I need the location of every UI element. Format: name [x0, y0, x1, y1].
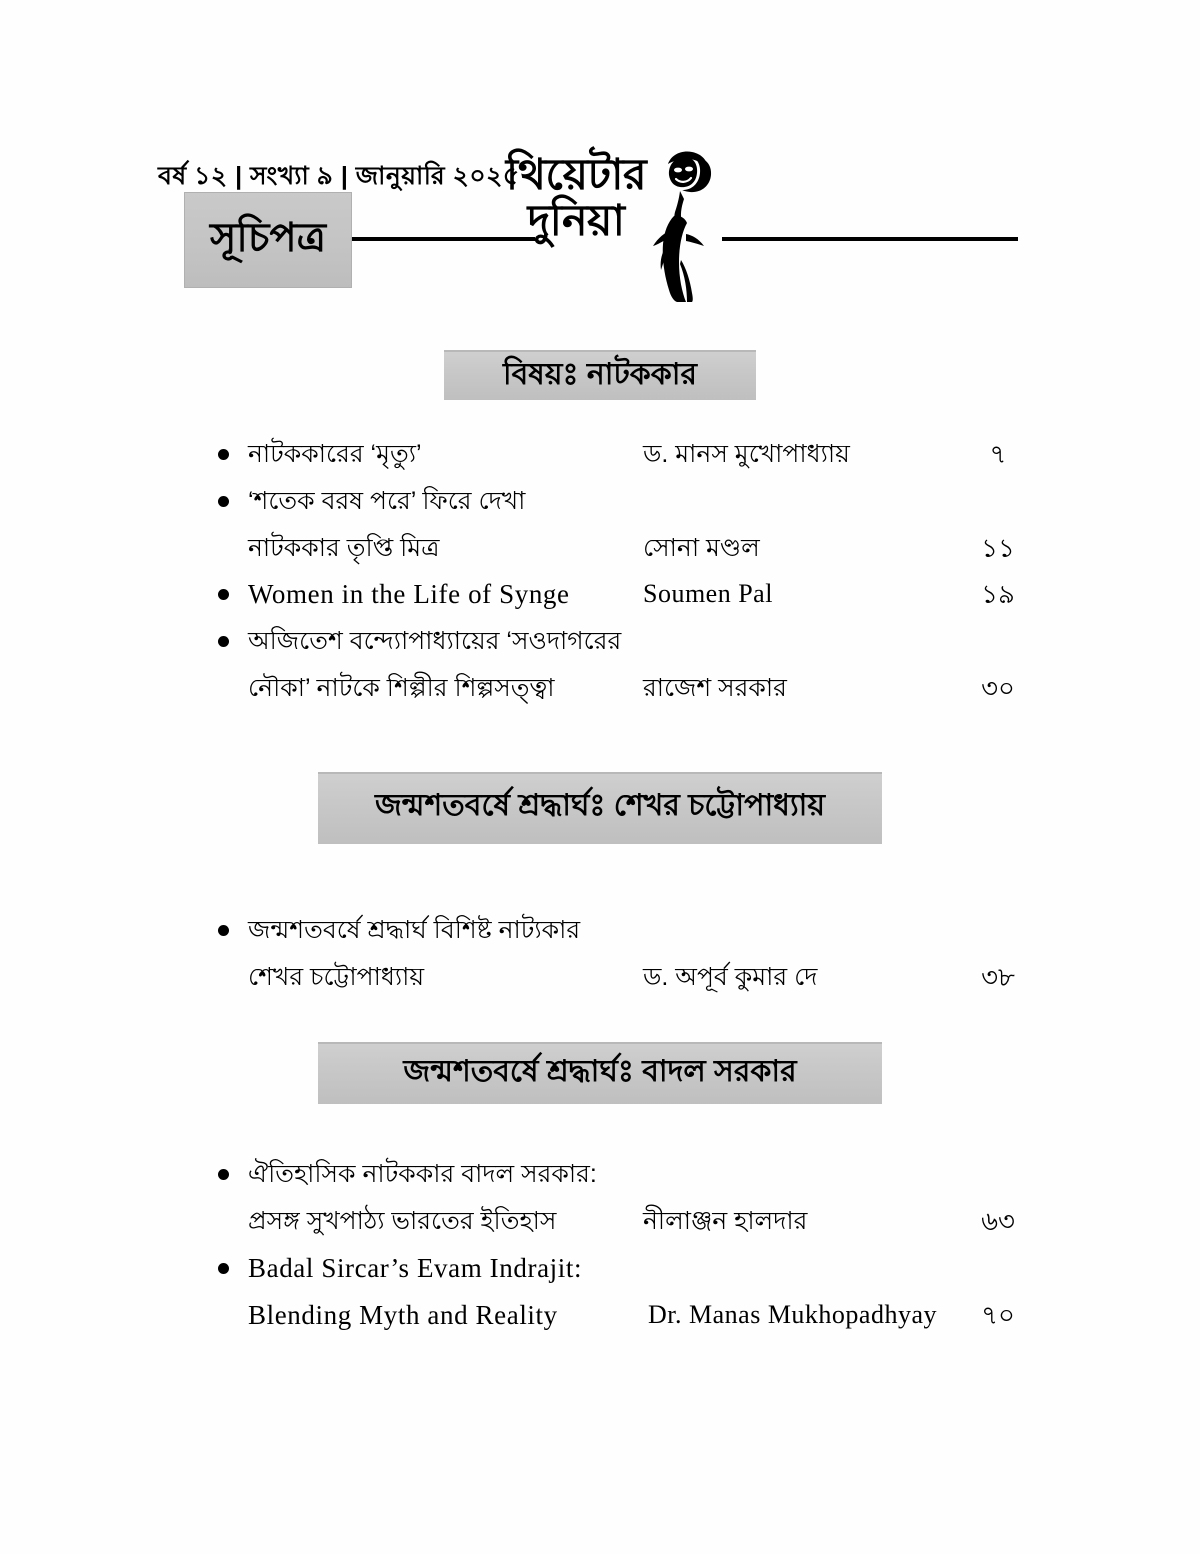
toc-entry[interactable]: [218, 1246, 1028, 1340]
logo-wordmark: [496, 151, 656, 246]
toc-entry-author: Soumen Pal: [643, 579, 773, 608]
masthead: [0, 0, 1200, 310]
toc-entry-title-cont: শেখর চট্টোপাধ্যায়: [248, 963, 425, 991]
contents-title-box: [184, 192, 352, 288]
toc-entry[interactable]: [218, 572, 1028, 619]
toc-entry-author: ড. অপূর্ব কুমার দে: [643, 963, 818, 991]
toc-entry-line: [218, 1199, 1028, 1246]
bullet-icon: [218, 1169, 229, 1180]
toc-entry-author: সোনা মণ্ডল: [643, 534, 760, 562]
logo-line-1: থিয়েটার: [505, 151, 647, 199]
toc-entry-title: অজিতেশ বন্দ্যোপাধ্যায়ের ‘সওদাগরের: [248, 627, 622, 655]
toc-entry-title: জন্মশতবর্ষে শ্রদ্ধার্ঘ বিশিষ্ট নাট্যকার: [248, 916, 581, 944]
toc-entry-author: রাজেশ সরকার: [643, 674, 787, 702]
bullet-icon: [218, 925, 229, 936]
toc-entry-page: ৭০: [981, 1300, 1015, 1330]
toc-entry-page: ১১: [981, 533, 1015, 563]
bullet-icon: [218, 1263, 229, 1274]
toc-entry[interactable]: [218, 619, 1028, 713]
toc-entry-title-cont: নাটককার তৃপ্তি মিত্র: [248, 534, 440, 562]
issue-line: বর্ষ ১২ | সংখ্যা ৯ | জানুয়ারি ২০২৫: [158, 162, 520, 190]
toc-entry-title: নাটককারের ‘মৃত্যু’: [248, 440, 422, 468]
toc-entry-page: ৭: [989, 439, 1007, 469]
toc-entry-page: ৩৮: [981, 962, 1015, 992]
masthead-rule-right: [722, 237, 1018, 241]
bullet-icon: [218, 589, 229, 600]
toc-entry-title: ঐতিহাসিক নাটককার বাদল সরকার:: [248, 1160, 597, 1188]
toc-entry-title: Badal Sircar’s Evam Indrajit:: [248, 1253, 583, 1283]
toc-entry[interactable]: [218, 1152, 1028, 1246]
toc-entry-author: ড. মানস মুখোপাধ্যায়: [643, 440, 850, 468]
toc-entry-line: [218, 432, 1028, 479]
section-banner-badal-sarkar: [318, 1042, 882, 1104]
toc-entry-line: [218, 619, 1028, 666]
section-banner-shekhar-chattopadhyay: [318, 772, 882, 844]
toc-entry-line: [218, 666, 1028, 713]
toc-entry-title-cont: Blending Myth and Reality: [248, 1300, 558, 1330]
toc-entry-line: [218, 479, 1028, 526]
toc-entry-line: [218, 526, 1028, 573]
logo-line-2: দুনিয়া: [527, 197, 625, 246]
toc-entry[interactable]: [218, 908, 1028, 1002]
toc-entry-line: [218, 1293, 1028, 1340]
magazine-logo: [496, 150, 716, 302]
toc-entry[interactable]: [218, 479, 1028, 573]
theatre-masks-figure-icon: [644, 150, 716, 302]
toc-entry-line: [218, 1246, 1028, 1293]
toc-entry-page: ১৯: [981, 579, 1015, 609]
toc-entry-line: [218, 955, 1028, 1002]
toc-entry-page: ৩০: [981, 673, 1015, 703]
toc-entry-title: Women in the Life of Synge: [248, 579, 570, 609]
toc-entry-line: [218, 908, 1028, 955]
section-banner-label: বিষয়ঃ নাটককার: [503, 358, 697, 391]
toc-entry-title: ‘শতেক বরষ পরে’ ফিরে দেখা: [248, 487, 526, 515]
section-banner-label: জন্মশতবর্ষে শ্রদ্ধার্ঘঃ বাদল সরকার: [403, 1055, 797, 1088]
toc-entry-title-cont: প্রসঙ্গ সুখপাঠ্য ভারতের ইতিহাস: [248, 1207, 557, 1235]
toc-entry-title-cont: নৌকা’ নাটকে শিল্পীর শিল্পসত্ত্বা: [248, 674, 555, 702]
toc-entry-page: ৬৩: [981, 1206, 1015, 1236]
section-banner-bishoy-natokkar: [444, 350, 756, 400]
bullet-icon: [218, 636, 229, 647]
toc-entry-author: Dr. Manas Mukhopadhyay: [648, 1300, 938, 1329]
section-banner-label: জন্মশতবর্ষে শ্রদ্ধার্ঘঃ শেখর চট্টোপাধ্যায়: [374, 789, 826, 822]
toc-entry[interactable]: [218, 432, 1028, 479]
bullet-icon: [218, 496, 229, 507]
toc-entry-author: নীলাঞ্জন হালদার: [643, 1207, 808, 1235]
bullet-icon: [218, 449, 229, 460]
contents-title-label: সূচিপত্র: [210, 216, 326, 260]
toc-entry-line: [218, 1152, 1028, 1199]
toc-entry-line: [218, 572, 1028, 619]
